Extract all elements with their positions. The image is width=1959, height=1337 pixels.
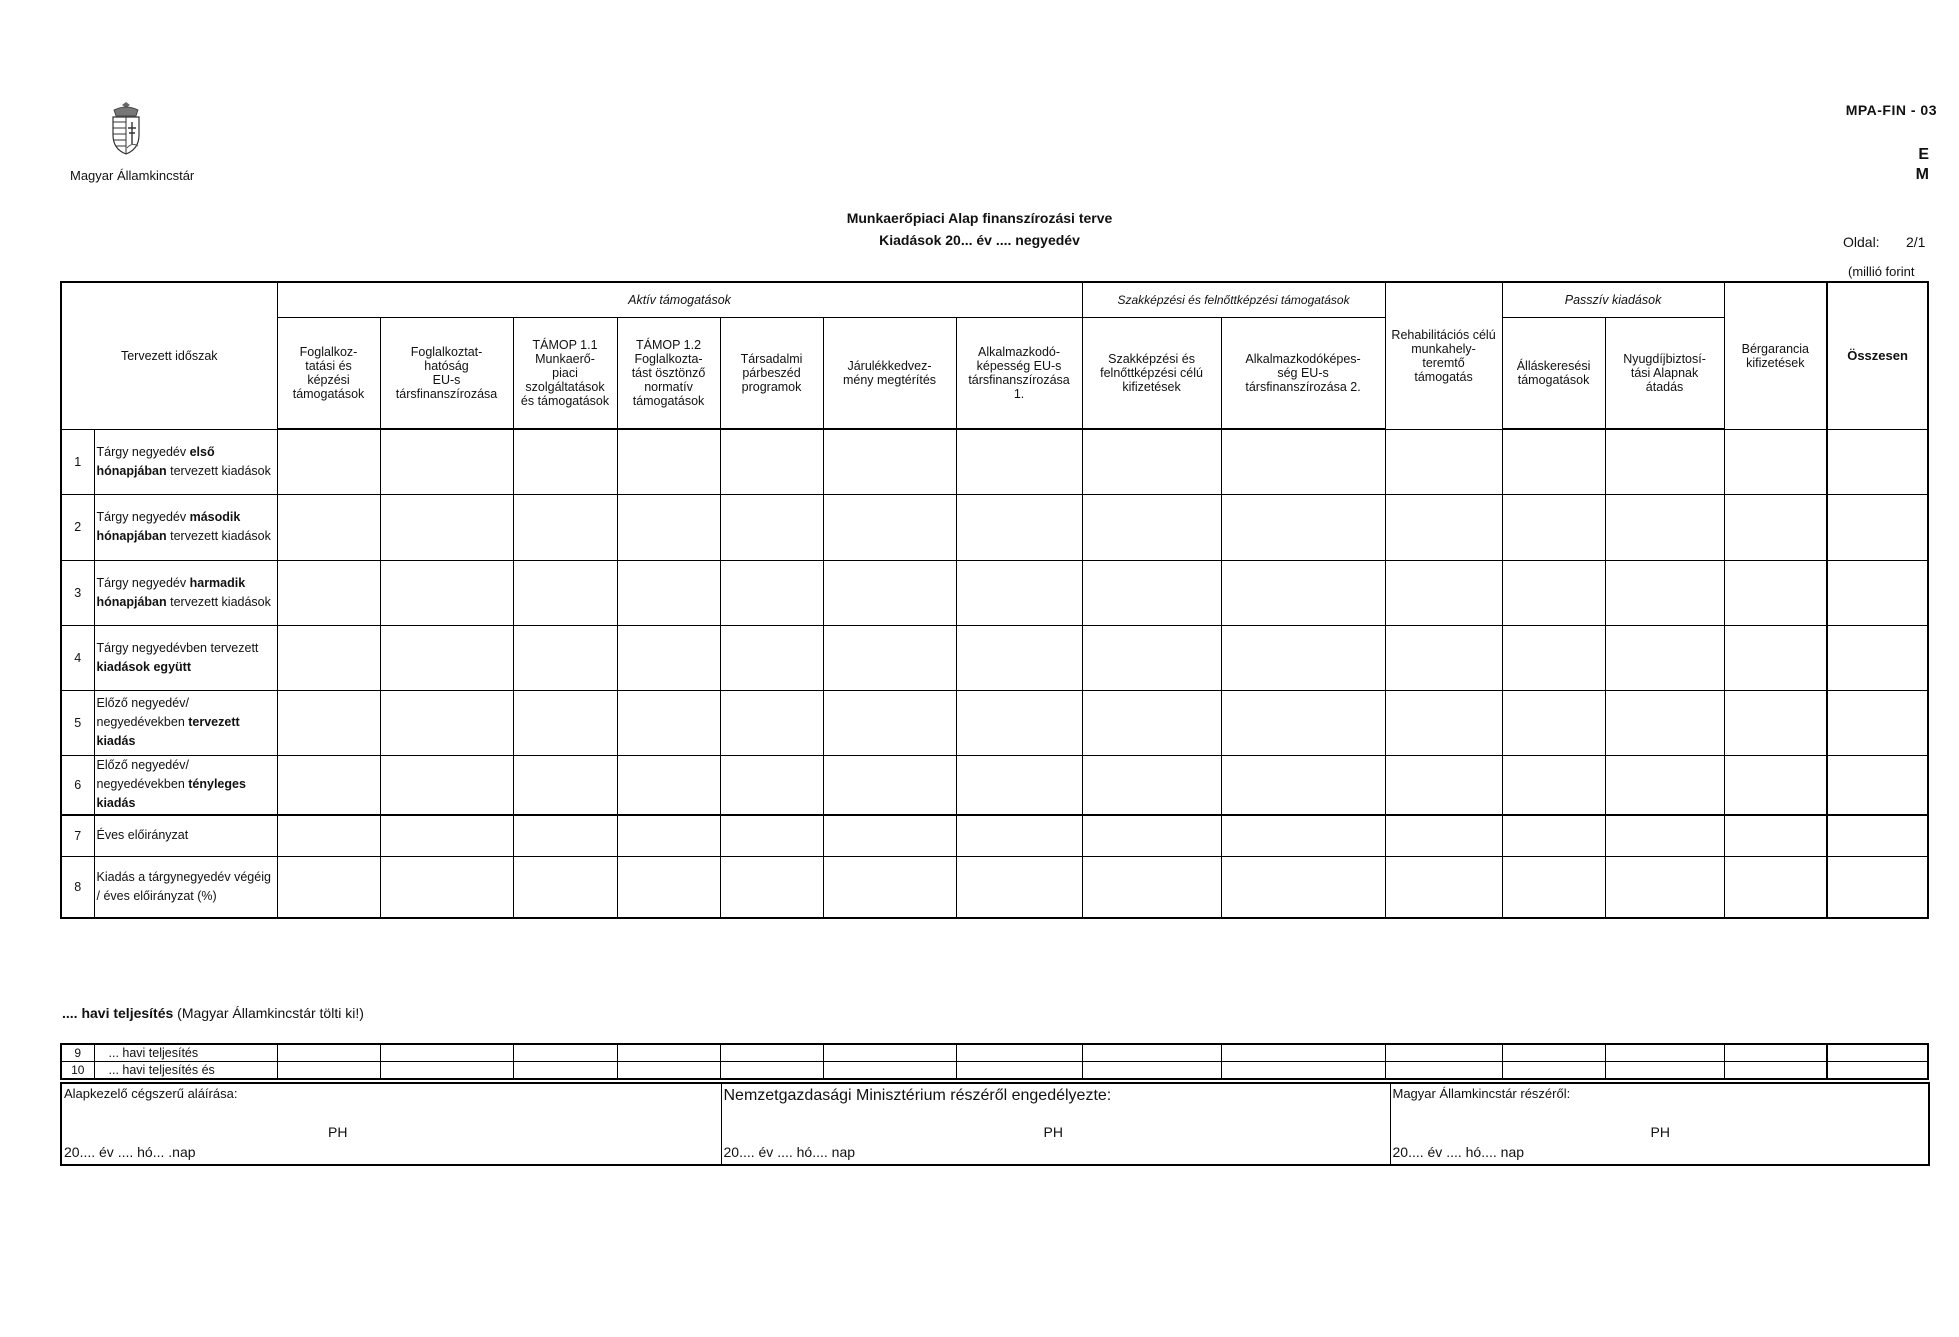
value-cell[interactable] [1385,815,1502,856]
org-name: Magyar Államkincstár [70,168,195,183]
col-contribution-refund: Járulékkedvez- mény megtérítés [823,317,956,429]
value-cell[interactable] [1082,690,1221,755]
value-cell[interactable] [380,755,513,815]
value-cell[interactable] [380,494,513,560]
sig-treasury [1390,1083,1929,1165]
value-cell[interactable] [1082,429,1221,494]
value-cell[interactable] [513,560,617,625]
row-label: Tárgy negyedév harmadik hónapjában tervezett kiadások [94,560,277,625]
value-cell[interactable] [956,560,1082,625]
value-cell[interactable] [823,815,956,856]
row-number: 7 [61,815,94,856]
col-total: Összesen [1827,282,1928,429]
row-number: 8 [61,856,94,918]
value-cell[interactable] [1502,625,1605,690]
value-cell[interactable] [380,625,513,690]
value-cell[interactable] [1082,815,1221,856]
row-label: Tárgy negyedév első hónapjában tervezett kiadások [94,429,277,494]
row-label: Tárgy negyedév második hónapjában tervezett kiadások [94,494,277,560]
value-cell[interactable] [1082,494,1221,560]
value-cell[interactable] [1724,494,1827,560]
value-cell[interactable] [956,815,1082,856]
value-cell[interactable] [1221,1044,1385,1062]
side-letter-e: E [1918,146,1929,163]
value-cell[interactable] [1221,690,1385,755]
form-code: MPA-FIN - 03 [1845,102,1937,118]
col-adaptability-eu-2: Alkalmazkodóképes- ség EU-s társfinanszírozása 2. [1221,317,1385,429]
value-cell[interactable] [1605,690,1724,755]
value-cell[interactable] [277,815,380,856]
value-cell[interactable] [1082,856,1221,918]
value-cell[interactable] [1605,625,1724,690]
value-cell[interactable] [380,815,513,856]
value-cell[interactable] [277,1044,380,1062]
col-social-dialogue: Társadalmi párbeszéd programok [720,317,823,429]
value-cell[interactable] [513,755,617,815]
value-cell[interactable] [1724,755,1827,815]
value-cell[interactable] [1827,755,1928,815]
table-row [61,815,1928,856]
value-cell[interactable] [617,815,720,856]
value-cell[interactable] [720,625,823,690]
value-cell[interactable] [720,429,823,494]
group-passive: Passzív kiadások [1502,282,1724,317]
value-cell[interactable] [1724,815,1827,856]
value-cell[interactable] [1385,429,1502,494]
col-adaptability-eu-1: Alkalmazkodó- képesség EU-s társfinanszírozása 1. [956,317,1082,429]
col-job-seeker-support: Álláskeresési támogatások [1502,317,1605,429]
value-cell[interactable] [277,755,380,815]
value-cell[interactable] [823,429,956,494]
value-cell[interactable] [380,690,513,755]
row-number: 2 [61,494,94,560]
value-cell[interactable] [823,625,956,690]
value-cell[interactable] [277,625,380,690]
value-cell[interactable] [1502,755,1605,815]
value-cell[interactable] [1385,1062,1502,1080]
value-cell[interactable] [720,815,823,856]
value-cell[interactable] [617,560,720,625]
sig-treasury-title: Magyar Államkincstár részéről: [1392,1086,1571,1101]
value-cell[interactable] [1605,1062,1724,1080]
value-cell[interactable] [617,1062,720,1080]
page-label: Oldal: [1843,234,1880,250]
value-cell[interactable] [720,1044,823,1062]
value-cell[interactable] [277,1062,380,1080]
value-cell[interactable] [1502,429,1605,494]
row-number: 5 [61,690,94,755]
value-cell[interactable] [1605,856,1724,918]
value-cell[interactable] [617,494,720,560]
value-cell[interactable] [1221,560,1385,625]
coat-of-arms-icon [108,100,144,156]
value-cell[interactable] [823,1062,956,1080]
document-title: Munkaerőpiaci Alap finanszírozási terve [846,210,1113,226]
monthly-note [62,1005,364,1021]
row-number: 9 [61,1044,94,1062]
value-cell[interactable] [1221,856,1385,918]
value-cell[interactable] [720,1062,823,1080]
value-cell[interactable] [956,1062,1082,1080]
value-cell[interactable] [1221,815,1385,856]
value-cell[interactable] [617,755,720,815]
group-active: Aktív támogatások [277,282,1082,317]
value-cell[interactable] [1385,856,1502,918]
row-number: 6 [61,755,94,815]
value-cell[interactable] [1724,625,1827,690]
value-cell[interactable] [1724,429,1827,494]
value-cell[interactable] [823,690,956,755]
value-cell[interactable] [1221,755,1385,815]
value-cell[interactable] [380,429,513,494]
value-cell[interactable] [1385,560,1502,625]
value-cell[interactable] [1605,815,1724,856]
col-tamop-1-1: TÁMOP 1.1 Munkaerő- piaci szolgáltatások és támogatások [513,317,617,429]
value-cell[interactable] [1385,755,1502,815]
signature-table [60,1082,1930,1166]
row-number: 3 [61,560,94,625]
table-row [61,625,1928,690]
table-row [61,560,1928,625]
value-cell[interactable] [1502,560,1605,625]
value-cell[interactable] [720,690,823,755]
value-cell[interactable] [277,560,380,625]
value-cell[interactable] [617,1044,720,1062]
value-cell[interactable] [956,494,1082,560]
sig-ministry-ph: PH [1043,1124,1063,1140]
sig-ministry [721,1083,1390,1165]
value-cell[interactable] [956,429,1082,494]
value-cell[interactable] [617,856,720,918]
value-cell[interactable] [1221,1062,1385,1080]
value-cell[interactable] [513,429,617,494]
value-cell[interactable] [720,755,823,815]
value-cell[interactable] [956,856,1082,918]
value-cell[interactable] [1502,815,1605,856]
col-vocational-payments: Szakképzési és felnőttképzési célú kifizetések [1082,317,1221,429]
value-cell[interactable] [1724,856,1827,918]
table-row [61,755,1928,815]
value-cell[interactable] [513,690,617,755]
value-cell[interactable] [277,429,380,494]
value-cell[interactable] [1082,1044,1221,1062]
monthly-note-text: (Magyar Államkincstár tölti ki!) [173,1005,364,1021]
value-cell[interactable] [720,560,823,625]
value-cell[interactable] [513,1062,617,1080]
value-cell[interactable] [380,1044,513,1062]
value-cell[interactable] [823,856,956,918]
monthly-note-bold: .... havi teljesítés [62,1005,174,1021]
value-cell[interactable] [956,1044,1082,1062]
document-subtitle: Kiadások 20... év .... negyedév [879,232,1080,248]
table-row [61,690,1928,755]
value-cell[interactable] [823,560,956,625]
value-cell[interactable] [1827,815,1928,856]
expense-plan-table [60,281,1929,919]
monthly-table [60,1043,1929,1080]
value-cell[interactable] [1724,690,1827,755]
value-cell[interactable] [1605,560,1724,625]
value-cell[interactable] [823,755,956,815]
value-cell[interactable] [617,625,720,690]
row-number: 10 [61,1062,94,1080]
col-wage-guarantee: Bérgarancia kifizetések [1724,282,1827,429]
row-label: Éves előirányzat [94,815,277,856]
page-number: 2/1 [1906,234,1926,250]
value-cell[interactable] [277,494,380,560]
value-cell[interactable] [1385,1044,1502,1062]
value-cell[interactable] [956,755,1082,815]
value-cell[interactable] [1082,560,1221,625]
value-cell[interactable] [1385,494,1502,560]
sig-fund-manager-title: Alapkezelő cégszerű aláírása: [64,1086,238,1101]
value-cell[interactable] [277,690,380,755]
table-row [61,429,1928,494]
value-cell[interactable] [1724,560,1827,625]
value-cell[interactable] [1605,494,1724,560]
value-cell[interactable] [513,856,617,918]
value-cell[interactable] [720,856,823,918]
value-cell[interactable] [1605,1044,1724,1062]
value-cell[interactable] [1827,429,1928,494]
value-cell[interactable] [1502,1044,1605,1062]
sig-ministry-title: Nemzetgazdasági Minisztérium részéről engedélyezte: [723,1087,1112,1104]
value-cell[interactable] [956,690,1082,755]
value-cell[interactable] [513,625,617,690]
sig-treasury-date: 20.... év .... hó.... nap [1392,1144,1525,1160]
value-cell[interactable] [380,856,513,918]
value-cell[interactable] [1827,494,1928,560]
value-cell[interactable] [1827,856,1928,918]
sig-ministry-date: 20.... év .... hó.... nap [723,1144,856,1160]
group-vocational: Szakképzési és felnőttképzési támogatások [1082,282,1385,317]
value-cell[interactable] [823,494,956,560]
table-row [61,494,1928,560]
value-cell[interactable] [1827,690,1928,755]
value-cell[interactable] [1082,625,1221,690]
row-label: Előző negyedév/ negyedévekben tényleges kiadás [94,755,277,815]
value-cell[interactable] [1827,1062,1928,1080]
value-cell[interactable] [823,1044,956,1062]
value-cell[interactable] [1082,755,1221,815]
unit-label: (millió forint [1848,264,1915,279]
value-cell[interactable] [1605,755,1724,815]
row-number: 4 [61,625,94,690]
side-letter-m: M [1915,166,1929,183]
value-cell[interactable] [1827,1044,1928,1062]
value-cell[interactable] [1221,429,1385,494]
value-cell[interactable] [1385,625,1502,690]
value-cell[interactable] [1724,1062,1827,1080]
row-label: Kiadás a tárgynegyedév végéig / éves előirányzat (%) [94,856,277,918]
value-cell[interactable] [380,1062,513,1080]
col-rehab: Rehabilitációs célú munkahely- teremtő támogatás [1385,282,1502,429]
value-cell[interactable] [1502,1062,1605,1080]
col-employment-authority-eu: Foglalkoztat- hatóság EU-s társfinanszírozása [380,317,513,429]
value-cell[interactable] [1221,494,1385,560]
value-cell[interactable] [617,690,720,755]
value-cell[interactable] [617,429,720,494]
value-cell[interactable] [1221,625,1385,690]
value-cell[interactable] [277,856,380,918]
value-cell[interactable] [513,1044,617,1062]
col-tamop-1-2: TÁMOP 1.2 Foglalkozta- tást ösztönző normatív támogatások [617,317,720,429]
value-cell[interactable] [513,494,617,560]
value-cell[interactable] [513,815,617,856]
sig-treasury-ph: PH [1650,1124,1670,1140]
sig-fund-manager-ph: PH [328,1124,348,1140]
value-cell[interactable] [720,494,823,560]
row-label: ... havi teljesítés [94,1044,277,1062]
value-cell[interactable] [1827,560,1928,625]
sig-fund-manager-date: 20.... év .... hó... .nap [64,1144,196,1160]
value-cell[interactable] [1502,494,1605,560]
period-header: Tervezett időszak [61,282,277,429]
col-pension-fund-transfer: Nyugdíjbiztosí- tási Alapnak átadás [1605,317,1724,429]
value-cell[interactable] [1827,625,1928,690]
row-label: ... havi teljesítés és [94,1062,277,1080]
value-cell[interactable] [1082,1062,1221,1080]
value-cell[interactable] [956,625,1082,690]
value-cell[interactable] [1502,690,1605,755]
row-label: Tárgy negyedévben tervezett kiadások együtt [94,625,277,690]
monthly-row [61,1062,1928,1080]
sig-fund-manager [61,1083,721,1165]
row-label: Előző negyedév/ negyedévekben tervezett kiadás [94,690,277,755]
value-cell[interactable] [1605,429,1724,494]
monthly-row [61,1044,1928,1062]
row-number: 1 [61,429,94,494]
col-employment-training: Foglalkoz- tatási és képzési támogatások [277,317,380,429]
value-cell[interactable] [1502,856,1605,918]
value-cell[interactable] [1385,690,1502,755]
value-cell[interactable] [380,560,513,625]
table-row [61,856,1928,918]
value-cell[interactable] [1724,1044,1827,1062]
